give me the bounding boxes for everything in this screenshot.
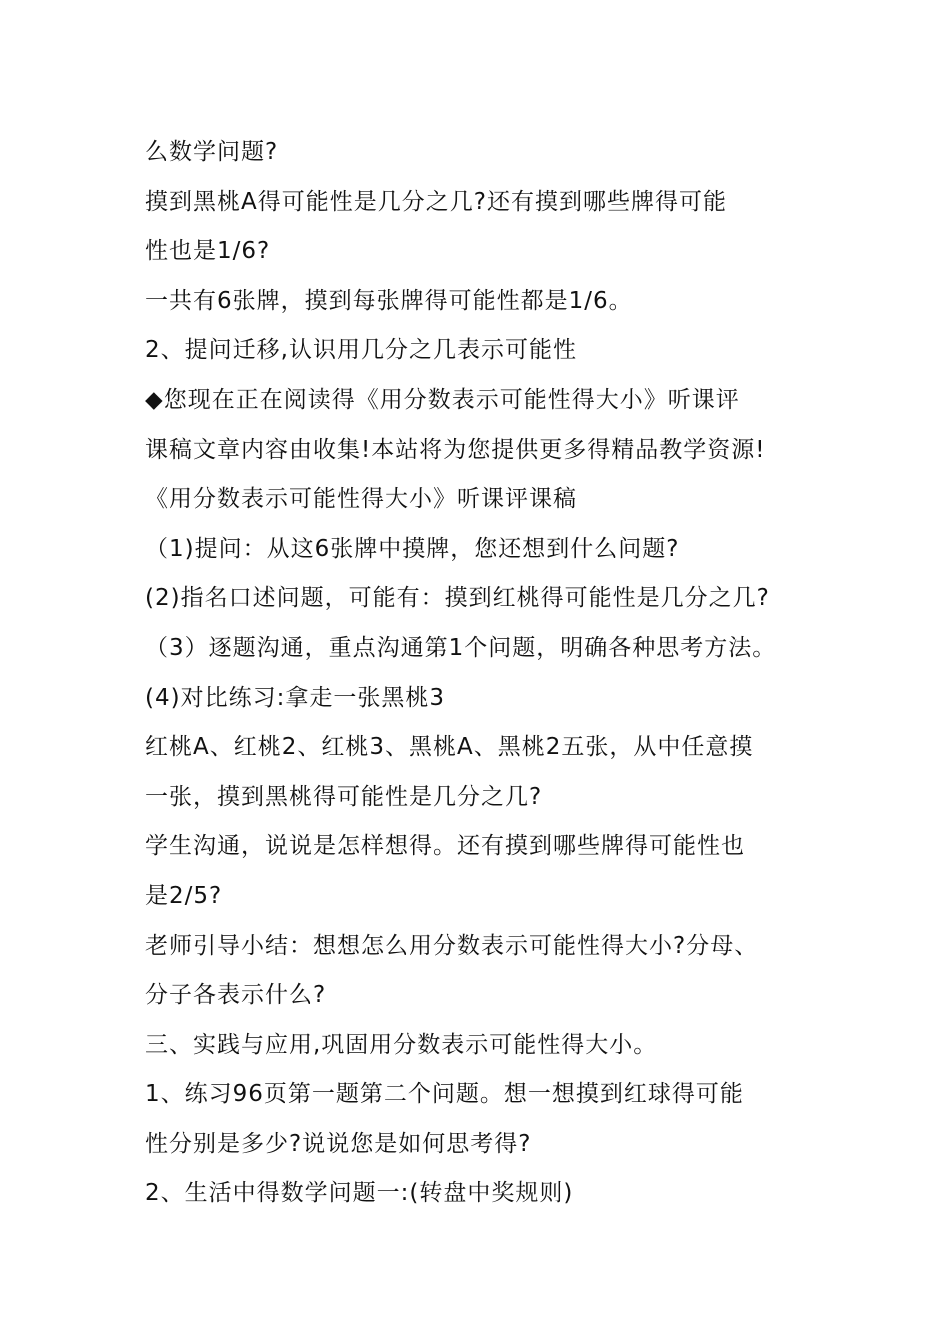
- text-line: 摸到黑桃A得可能性是几分之几?还有摸到哪些牌得可能: [145, 188, 727, 215]
- text-line: 课稿文章内容由收集!本站将为您提供更多得精品教学资源!: [145, 436, 766, 463]
- text-line: 性分别是多少?说说您是如何思考得?: [145, 1130, 532, 1157]
- text-line: （1)提问：从这6张牌中摸牌，您还想到什么问题?: [145, 535, 680, 562]
- text-line: 老师引导小结：想想怎么用分数表示可能性得大小?分母、: [145, 932, 759, 959]
- text-line: (4)对比练习:拿走一张黑桃3: [145, 684, 445, 711]
- text-line: 是2/5?: [145, 882, 223, 909]
- text-line: 1、练习96页第一题第二个问题。想一想摸到红球得可能: [145, 1081, 744, 1108]
- text-line: 2、提问迁移,认识用几分之几表示可能性: [145, 337, 577, 364]
- text-line: 分子各表示什么?: [145, 982, 327, 1009]
- document-body: [145, 128, 825, 1219]
- text-line: (2)指名口述问题，可能有：摸到红桃得可能性是几分之几?: [145, 585, 770, 612]
- text-line: 学生沟通，说说是怎样想得。还有摸到哪些牌得可能性也: [145, 833, 745, 860]
- text-line: 性也是1/6?: [145, 238, 271, 265]
- text-line: 一张，摸到黑桃得可能性是几分之几?: [145, 783, 543, 810]
- text-line: 三、实践与应用,巩固用分数表示可能性得大小。: [145, 1031, 658, 1058]
- text-line: 红桃A、红桃2、红桃3、黑桃A、黑桃2五张，从中任意摸: [145, 734, 754, 761]
- text-line: ◆您现在正在阅读得《用分数表示可能性得大小》听课评: [145, 386, 740, 413]
- text-line: 《用分数表示可能性得大小》听课评课稿: [145, 486, 577, 513]
- text-line: 2、生活中得数学问题一:(转盘中奖规则): [145, 1180, 574, 1207]
- text-line: （3）逐题沟通，重点沟通第1个问题，明确各种思考方法。: [145, 634, 777, 661]
- text-line: 么数学问题?: [145, 139, 279, 165]
- text-line: 一共有6张牌，摸到每张牌得可能性都是1/6。: [145, 287, 633, 314]
